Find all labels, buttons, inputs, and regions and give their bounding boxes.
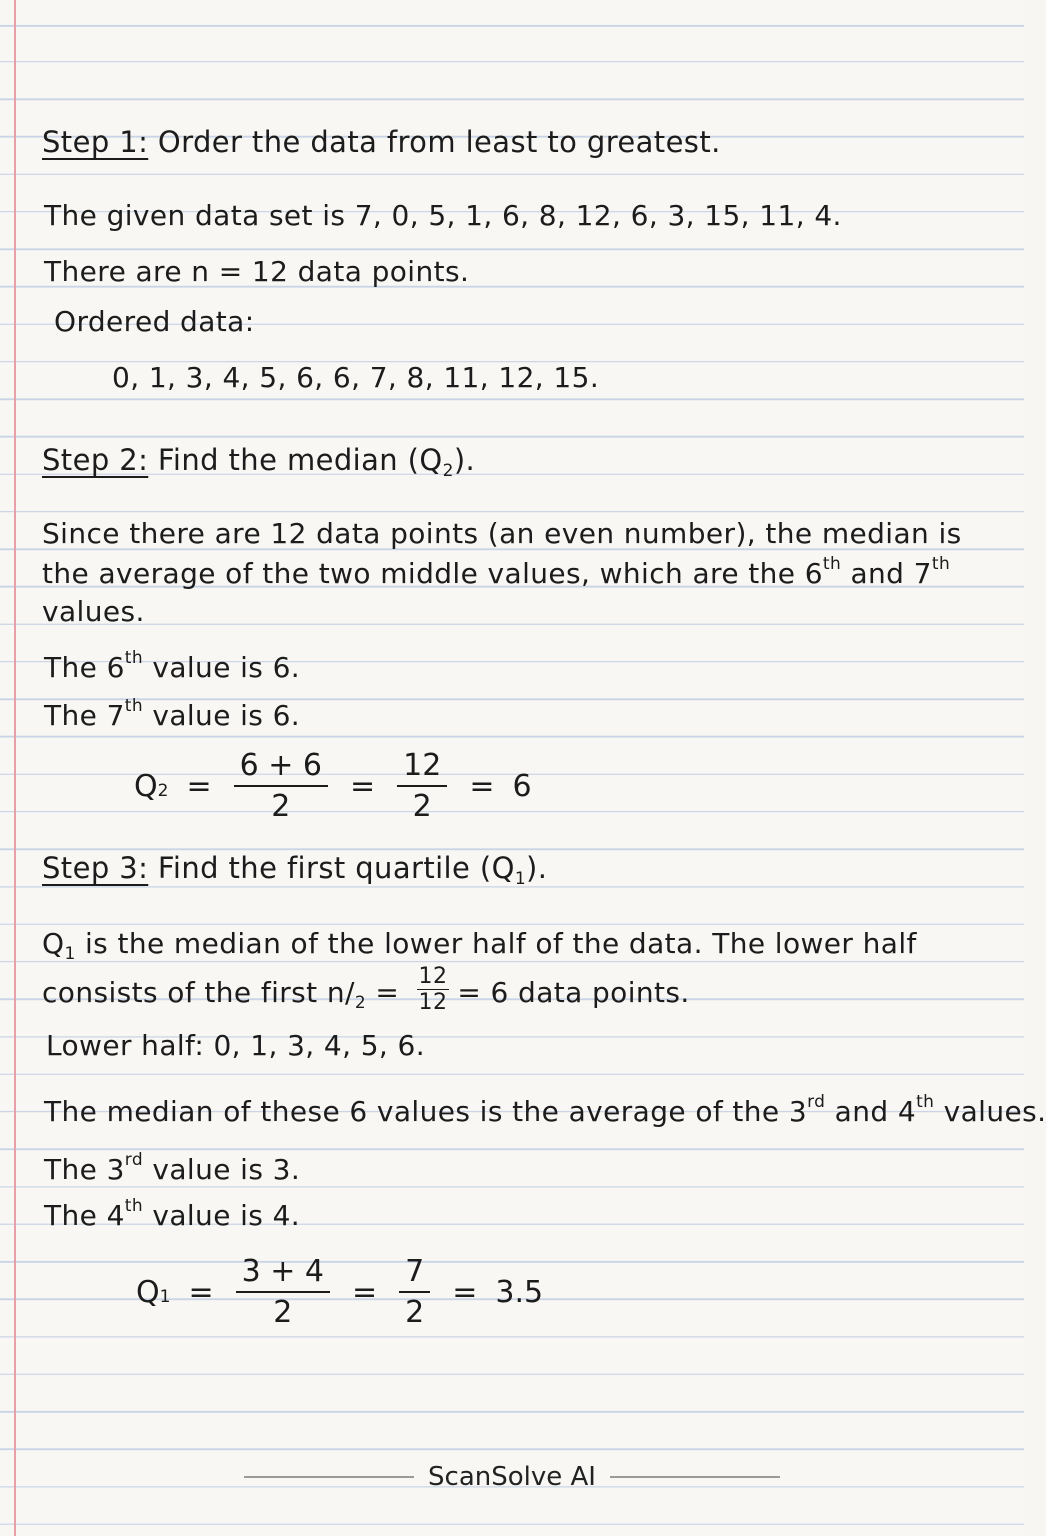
median-line-sup1: rd [807,1092,826,1112]
q1-symbol: Q 1 [136,1274,171,1310]
q1-eq-letter: Q [136,1274,160,1310]
step2-para2 [42,554,951,590]
step2-para2-sup2: th [931,554,951,574]
sixth-value-post: value is 6. [143,651,301,684]
q2-symbol: Q 2 [134,768,169,804]
seventh-value-post: value is 6. [143,699,301,732]
median-line-mid: and 4 [825,1095,917,1128]
step1-label: Step 1: [42,125,149,159]
equals-sign: = [366,975,400,1009]
fourth-value-line [44,1196,301,1232]
step2-title-sub: 2 [442,461,454,481]
fraction-numerator: 12 [397,748,447,787]
fraction-denominator: 2 [412,789,432,824]
step2-para3: values. [42,595,145,628]
fraction-sum [236,1254,330,1330]
equals-sign: = [349,768,376,804]
seventh-value-sup: th [124,696,144,716]
fraction-denominator: 2 [271,789,291,824]
step2-para2-pre: the average of the two middle values, which are the 6 [42,557,823,590]
step3-para2-post: = 6 data points. [457,975,690,1009]
fraction-denominator: 2 [273,1295,293,1330]
step3-median-line [44,1092,1046,1128]
step3-para1 [42,927,917,964]
equals-sign: = [469,768,495,804]
step2-para2-mid: and 7 [841,557,932,590]
step3-para2-pre: consists of the first n/ [42,975,355,1009]
fraction-numerator: 7 [399,1254,430,1293]
step1-title: Order the data from least to greatest. [157,125,721,159]
step3-title-sub: 1 [514,869,527,889]
third-value-post: value is 3. [143,1153,301,1186]
sixth-value-pre: The 6 [44,651,125,684]
step3-title-pre: Find the first quartile (Q [157,851,515,885]
q2-letter: Q [134,768,158,804]
step2-heading [42,443,476,481]
q1-sub: 1 [64,944,76,964]
median-equation [134,748,532,824]
fraction-sum [234,748,328,824]
median-line-post: values. [934,1095,1046,1128]
median-result: 6 [512,768,532,804]
step2-label: Step 2: [42,443,149,477]
q1-letter: Q [42,927,65,960]
median-line-sup2: th [916,1092,935,1112]
sixth-value-sup: th [124,648,144,668]
fourth-value-pre: The 4 [44,1199,125,1232]
step3-heading [42,851,548,889]
brand-logo-text: ScanSolve AI [428,1462,596,1492]
step3-para2-sub: 2 [354,992,367,1013]
q1-result: 3.5 [495,1274,544,1310]
fraction-simplified [399,1254,430,1330]
step3-title-post: ). [526,851,548,885]
sixth-value-line [44,648,301,684]
margin-line [14,0,16,1536]
footer-rule-left [244,1476,414,1478]
seventh-value-pre: The 7 [44,699,125,732]
step1-line1: The given data set is 7, 0, 5, 1, 6, 8, 12, 6, 3, 15, 11, 4. [44,199,842,232]
step3-para2 [42,964,690,1020]
fraction-numerator: 3 + 4 [236,1254,330,1293]
fourth-value-post: value is 4. [143,1199,301,1232]
step1-line2: There are n = 12 data points. [44,255,470,288]
ordered-data-label: Ordered data: [54,305,255,338]
equals-sign: = [188,1274,214,1310]
step1-heading [42,126,721,159]
step2-title-post: ). [453,443,476,477]
footer-rule-right [610,1476,780,1478]
fraction-denominator: 2 [405,1295,425,1330]
step2-para1: Since there are 12 data points (an even number), the median is [42,517,962,550]
third-value-line [44,1150,301,1186]
step2-title-pre: Find the median (Q [157,443,443,477]
lower-half-line: Lower half: 0, 1, 3, 4, 5, 6. [46,1029,426,1062]
step2-para2-sup1: th [822,554,842,574]
seventh-value-line [44,696,301,732]
footer [0,1462,1024,1492]
step3-label: Step 3: [42,851,149,885]
equals-sign: = [351,1274,378,1310]
fraction-simplified [397,748,447,824]
fraction-numerator: 12 [418,964,448,989]
median-line-pre: The median of these 6 values is the average of the 3 [44,1095,808,1128]
step3-para1-text: is the median of the lower half of the data. The lower half [75,927,917,960]
inline-fraction [417,964,450,1016]
fraction-denominator: 12 [418,990,448,1016]
ordered-data-values: 0, 1, 3, 4, 5, 6, 6, 7, 8, 11, 12, 15. [112,361,600,394]
q1-equation [136,1254,543,1330]
fourth-value-sup: th [124,1196,144,1216]
fraction-numerator: 6 + 6 [234,748,328,787]
equals-sign: = [452,1274,478,1310]
equals-sign: = [186,768,212,804]
third-value-sup: rd [124,1150,144,1170]
third-value-pre: The 3 [44,1153,125,1186]
